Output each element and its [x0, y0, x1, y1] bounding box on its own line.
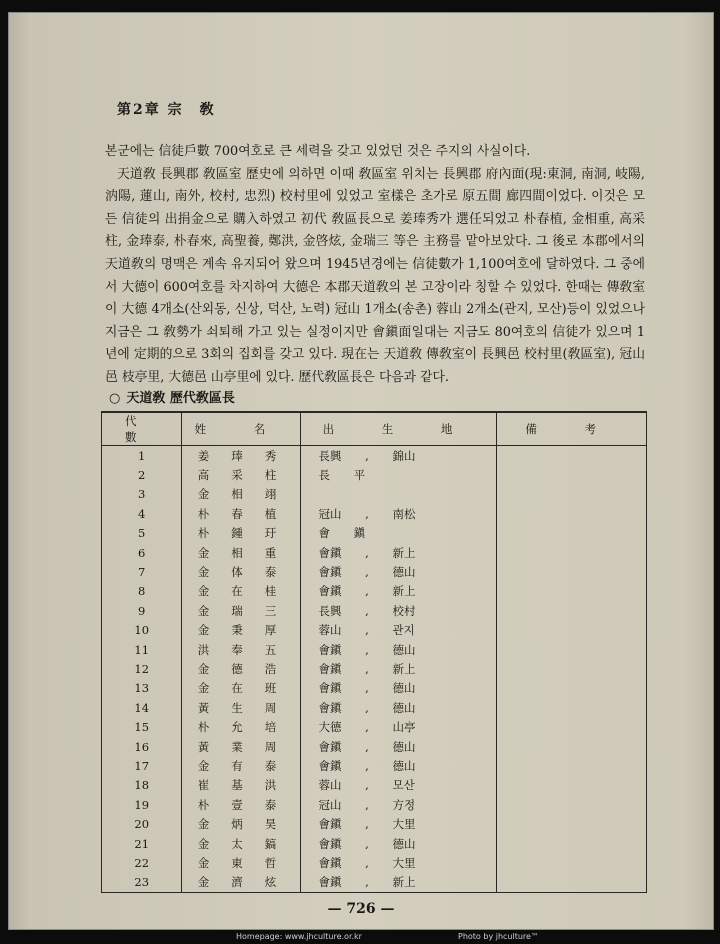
birthplace-sep: ,: [365, 506, 369, 521]
name-cell: 黃生周: [182, 698, 300, 717]
birthplace-village: 山亭: [392, 720, 416, 735]
birthplace-sep: ,: [365, 700, 369, 715]
generation-cell: 7: [102, 562, 182, 581]
birthplace-cell: [300, 679, 497, 698]
remarks-cell: [497, 446, 647, 466]
generation-cell: 5: [102, 524, 182, 543]
remarks-cell: [497, 853, 647, 872]
name-cell: 崔基洪: [182, 776, 300, 795]
birthplace-sep: ,: [365, 739, 369, 754]
name-cell: 金炳昊: [182, 814, 300, 833]
col-header-generation: 代 數: [102, 412, 182, 446]
name-cell: 黃業周: [182, 737, 300, 756]
paragraph: 본군에는 信徒戶數 700여호로 큰 세력을 갖고 있었던 것은 주지의 사실이다.: [105, 144, 531, 159]
table-row: [102, 756, 647, 775]
birthplace-village: 校村: [392, 603, 416, 618]
remarks-cell: [497, 698, 647, 717]
page-number: — 726 —: [327, 901, 395, 917]
birthplace-cell: [300, 640, 497, 659]
generation-cell: 16: [102, 737, 182, 756]
remarks-cell: [497, 776, 647, 795]
col-header-name: 姓 名: [182, 412, 300, 446]
birthplace-village: 鎭: [353, 526, 366, 541]
generation-cell: 11: [102, 640, 182, 659]
birthplace-village: 新上: [392, 584, 416, 599]
name-cell: 金東哲: [182, 853, 300, 872]
remarks-cell: [497, 873, 647, 893]
remarks-cell: [497, 756, 647, 775]
generation-cell: 15: [102, 717, 182, 736]
name-cell: 洪奉五: [182, 640, 300, 659]
table-row: [102, 795, 647, 814]
name-cell: 金太鎬: [182, 834, 300, 853]
credit-photo: Photo by jhculture™: [458, 932, 539, 941]
generation-cell: 19: [102, 795, 182, 814]
table-row: [102, 814, 647, 833]
table-row: [102, 853, 647, 872]
birthplace-place: 會鎭: [318, 817, 342, 832]
name-cell: 朴允培: [182, 717, 300, 736]
table-row: [102, 504, 647, 523]
birthplace-cell: [300, 485, 497, 504]
birthplace-sep: ,: [365, 584, 369, 599]
chapter-heading: 第2章 宗 敎: [117, 102, 216, 118]
birthplace-cell: [300, 698, 497, 717]
birthplace-village: 大里: [392, 817, 416, 832]
name-cell: 朴春植: [182, 504, 300, 523]
remarks-cell: [497, 485, 647, 504]
remarks-cell: [497, 795, 647, 814]
birthplace-place: 大德: [318, 720, 342, 735]
birthplace-sep: ,: [365, 642, 369, 657]
birthplace-place: 會鎭: [318, 642, 342, 657]
remarks-cell: [497, 659, 647, 678]
birthplace-cell: [300, 659, 497, 678]
remarks-cell: [497, 504, 647, 523]
birthplace-place: 蓉山: [318, 623, 342, 638]
birthplace-place: 長: [318, 468, 331, 483]
generation-cell: 2: [102, 465, 182, 484]
col-header-remarks: 備 考: [497, 412, 647, 446]
birthplace-cell: [300, 621, 497, 640]
birthplace-cell: [300, 756, 497, 775]
name-cell: 姜琫秀: [182, 446, 300, 466]
table-row: [102, 679, 647, 698]
circle-bullet-icon: ○: [109, 391, 121, 406]
birthplace-cell: [300, 737, 497, 756]
birthplace-place: 長興: [318, 448, 342, 463]
birthplace-cell: [300, 601, 497, 620]
birthplace-sep: ,: [365, 875, 369, 890]
birthplace-cell: [300, 873, 497, 893]
name-cell: 朴鍾玗: [182, 524, 300, 543]
birthplace-cell: [300, 814, 497, 833]
birthplace-sep: ,: [365, 720, 369, 735]
birthplace-sep: ,: [365, 817, 369, 832]
birthplace-cell: [300, 717, 497, 736]
table-heading-text: 天道敎 歷代敎區長: [126, 391, 235, 406]
remarks-cell: [497, 621, 647, 640]
birthplace-cell: [300, 853, 497, 872]
birthplace-sep: ,: [365, 836, 369, 851]
col-header-birthplace: 出 生 地: [300, 412, 497, 446]
birthplace-place: 冠山: [318, 506, 342, 521]
generation-cell: 10: [102, 621, 182, 640]
remarks-cell: [497, 737, 647, 756]
generation-cell: 1: [102, 446, 182, 466]
generation-cell: 6: [102, 543, 182, 562]
birthplace-sep: ,: [365, 623, 369, 638]
birthplace-place: 冠山: [318, 797, 342, 812]
generation-cell: 21: [102, 834, 182, 853]
birthplace-village: 南松: [392, 506, 416, 521]
birthplace-village: 平: [353, 468, 366, 483]
generation-cell: 22: [102, 853, 182, 872]
generation-cell: 3: [102, 485, 182, 504]
birthplace-village: 方정: [392, 797, 416, 812]
table-row: [102, 717, 647, 736]
birthplace-sep: ,: [365, 681, 369, 696]
birthplace-sep: ,: [365, 565, 369, 580]
birthplace-village: 新上: [392, 875, 416, 890]
name-cell: 金在桂: [182, 582, 300, 601]
table-row: [102, 543, 647, 562]
remarks-cell: [497, 640, 647, 659]
paragraph: 天道敎 長興郡 敎區室 歷史에 의하면 이때 敎區室 위치는 長興郡 府內面(現:東洞, 南洞, 岐陽, 汭陽, 蓮山, 南外, 校村, 忠烈) 校村里에 있었고 室樣은 초가로 原五間 廊四間이었다. 이것은 모든 信徒의 出捐金으로 購入하였고 初代 敎區長으로 姜琫秀가 選任되었고 朴春植, 金相重, 高采柱, 金琫泰, 朴春來, 高聖養, 鄭洪, 金啓炫, 金瑞三 等은 主務를 맡아보았다. 그 後로 本郡에서의 天道敎의 명맥은 계속 유지되어 왔으며 1945년경에는 信徒數가 1,100여호에 달하였다. 그 중에서 大德이 600여호를 차지하여 大德은 本郡天道敎의 본 고장이라 칭할 수 있었다. 한때는 傳敎室이 大德 4개소(산외동, 신상, 덕산, 노력) 冠山 1개소(송촌) 蓉山 2개소(관지, 모산)등이 있었으나 지금은 그 敎勢가 쇠퇴해 가고 있는 실정이지만 會鎭面일대는 지금도 80여호의 信徒가 있으며 1년에 定期的으로 3회의 집회를 갖고 있다. 現在는 天道敎 傳敎室이 長興邑 校村里(敎區室), 冠山邑 枝亭里, 大德邑 山亭里에 있다. 歷代敎區長은 다음과 같다.: [105, 166, 645, 385]
birthplace-place: 蓉山: [318, 778, 342, 793]
table-row: [102, 873, 647, 893]
birthplace-place: 會鎭: [318, 855, 342, 870]
remarks-cell: [497, 717, 647, 736]
generation-cell: 23: [102, 873, 182, 893]
birthplace-village: 大里: [392, 855, 416, 870]
birthplace-cell: [300, 834, 497, 853]
table-row: [102, 698, 647, 717]
birthplace-village: 德山: [392, 836, 416, 851]
name-cell: 朴壹泰: [182, 795, 300, 814]
birthplace-sep: ,: [365, 448, 369, 463]
body-text: [105, 141, 645, 390]
table-heading: [109, 387, 235, 406]
birthplace-village: 德山: [392, 642, 416, 657]
remarks-cell: [497, 679, 647, 698]
birthplace-place: 會鎭: [318, 739, 342, 754]
birthplace-village: 관지: [392, 623, 415, 638]
table-row: [102, 601, 647, 620]
birthplace-sep: ,: [365, 778, 369, 793]
birthplace-village: 錦山: [392, 448, 416, 463]
birthplace-place: 會鎭: [318, 758, 342, 773]
birthplace-sep: ,: [365, 661, 369, 676]
generation-cell: 14: [102, 698, 182, 717]
birthplace-cell: [300, 504, 497, 523]
table-row: [102, 485, 647, 504]
table-row: [102, 776, 647, 795]
remarks-cell: [497, 562, 647, 581]
birthplace-village: 德山: [392, 681, 416, 696]
name-cell: 金体泰: [182, 562, 300, 581]
table-body: [102, 446, 647, 893]
table-row: [102, 562, 647, 581]
name-cell: 金相重: [182, 543, 300, 562]
birthplace-place: 會鎭: [318, 565, 342, 580]
birthplace-cell: [300, 543, 497, 562]
name-cell: 金秉厚: [182, 621, 300, 640]
birthplace-place: 會鎭: [318, 661, 342, 676]
birthplace-sep: ,: [365, 855, 369, 870]
birthplace-cell: [300, 524, 497, 543]
birthplace-cell: [300, 562, 497, 581]
birthplace-sep: ,: [365, 758, 369, 773]
birthplace-cell: [300, 446, 497, 466]
generation-cell: 12: [102, 659, 182, 678]
book-page: [8, 12, 714, 930]
generation-cell: 13: [102, 679, 182, 698]
table-header-row: [102, 412, 647, 446]
table-row: [102, 465, 647, 484]
birthplace-place: 會: [318, 526, 331, 541]
remarks-cell: [497, 601, 647, 620]
remarks-cell: [497, 524, 647, 543]
birthplace-cell: [300, 795, 497, 814]
remarks-cell: [497, 814, 647, 833]
birthplace-place: 會鎭: [318, 700, 342, 715]
remarks-cell: [497, 582, 647, 601]
birthplace-place: 會鎭: [318, 875, 342, 890]
name-cell: 金在班: [182, 679, 300, 698]
birthplace-cell: [300, 465, 497, 484]
remarks-cell: [497, 465, 647, 484]
name-cell: 金相翊: [182, 485, 300, 504]
birthplace-place: 長興: [318, 603, 342, 618]
roster-table: [101, 411, 647, 893]
generation-cell: 9: [102, 601, 182, 620]
table-row: [102, 582, 647, 601]
name-cell: 金濟炫: [182, 873, 300, 893]
birthplace-place: 會鎭: [318, 584, 342, 599]
name-cell: 金瑞三: [182, 601, 300, 620]
birthplace-place: 會鎭: [318, 836, 342, 851]
credit-homepage: Homepage: www.jhculture.or.kr: [236, 932, 362, 941]
birthplace-cell: [300, 776, 497, 795]
table-row: [102, 524, 647, 543]
birthplace-village: 新上: [392, 661, 416, 676]
table-row: [102, 446, 647, 466]
birthplace-place: 會鎭: [318, 681, 342, 696]
remarks-cell: [497, 834, 647, 853]
name-cell: 高采柱: [182, 465, 300, 484]
generation-cell: 20: [102, 814, 182, 833]
table-row: [102, 659, 647, 678]
table-row: [102, 621, 647, 640]
generation-cell: 8: [102, 582, 182, 601]
remarks-cell: [497, 543, 647, 562]
table-row: [102, 834, 647, 853]
birthplace-sep: ,: [365, 603, 369, 618]
birthplace-village: 德山: [392, 565, 416, 580]
generation-cell: 17: [102, 756, 182, 775]
birthplace-place: 會鎭: [318, 545, 342, 560]
birthplace-sep: ,: [365, 797, 369, 812]
table-row: [102, 640, 647, 659]
birthplace-village: 德山: [392, 739, 416, 754]
name-cell: 金有泰: [182, 756, 300, 775]
generation-cell: 18: [102, 776, 182, 795]
birthplace-village: 新上: [392, 545, 416, 560]
table-row: [102, 737, 647, 756]
birthplace-cell: [300, 582, 497, 601]
birthplace-village: 德山: [392, 700, 416, 715]
birthplace-village: 모산: [392, 778, 415, 793]
birthplace-village: 德山: [392, 758, 416, 773]
name-cell: 金德浩: [182, 659, 300, 678]
generation-cell: 4: [102, 504, 182, 523]
birthplace-sep: ,: [365, 545, 369, 560]
